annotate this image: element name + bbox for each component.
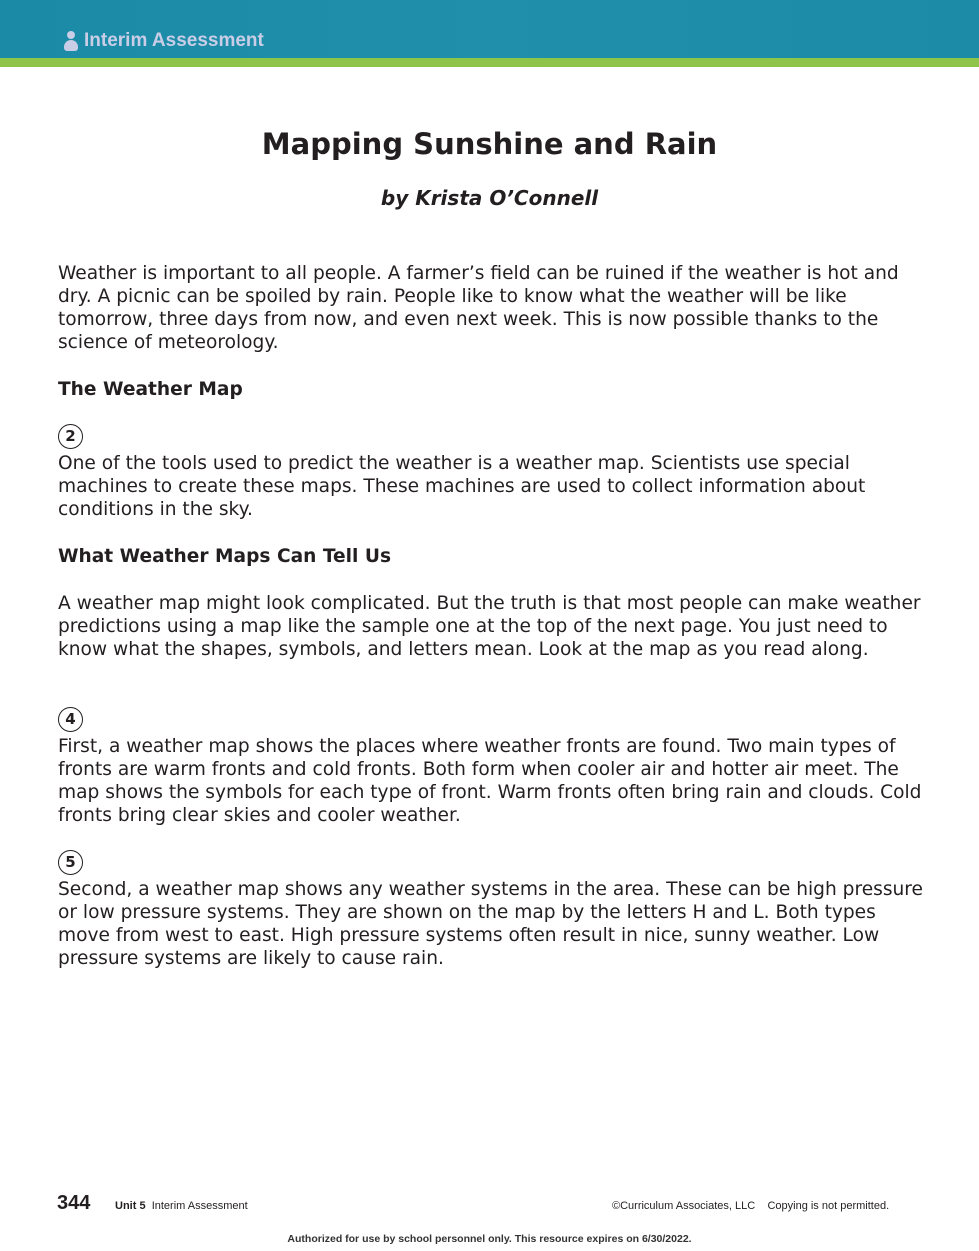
paragraph-5: Second, a weather map shows any weather systems in the area. These can be high pressure or low pressure systems. They are shown on the map by the letters H and L. Both types move from west to east. High pressure systems often result in nice, sunny weather. Low pressure systems are likely to cause rain. xyxy=(58,879,923,969)
header-accent-bar xyxy=(0,58,979,67)
byline: by Krista O’Connell xyxy=(380,186,599,210)
footer-copyright xyxy=(612,1200,889,1212)
header-brand xyxy=(64,30,264,52)
paragraph-2: One of the tools used to predict the weather is a weather map. Scientists use special machines to create these maps. These machines are used to collect information about conditions in the sky. xyxy=(58,453,866,520)
copy-notice: Copying is not permitted. xyxy=(767,1200,890,1212)
page-title: Mapping Sunshine and Rain xyxy=(261,127,718,161)
section-heading-weather-map: The Weather Map xyxy=(58,379,243,400)
paragraph-number-4: 4 xyxy=(58,707,83,732)
page-number: 344 xyxy=(57,1192,91,1214)
section-heading-what-maps-tell: What Weather Maps Can Tell Us xyxy=(58,546,392,567)
footer-unit xyxy=(115,1200,248,1212)
unit-label: Unit 5 xyxy=(115,1200,146,1212)
person-icon xyxy=(64,31,78,51)
brand-label: Interim Assessment xyxy=(84,30,264,51)
paragraph-3: A weather map might look complicated. But the truth is that most people can make weather predictions using a map like the sample one at the top of the next page. You just need to know what the shapes, symbols, and letters mean. Look at the map as you read along. xyxy=(58,593,921,660)
authorization-notice: Authorized for use by school personnel only. This resource expires on 6/30/2022. xyxy=(287,1233,692,1245)
copyright-text: ©Curriculum Associates, LLC xyxy=(612,1200,756,1212)
section-label: Interim Assessment xyxy=(151,1200,248,1212)
paragraph-number-2: 2 xyxy=(58,424,83,449)
paragraph-number-5: 5 xyxy=(58,850,83,875)
paragraph-1: Weather is important to all people. A farmer’s field can be ruined if the weather is hot and dry. A picnic can be spoiled by rain. People like to know what the weather will be like tomorrow, three days from now, and even next week. This is now possible thanks to the science of meteorology. xyxy=(58,263,899,353)
paragraph-4: First, a weather map shows the places where weather fronts are found. Two main types of fronts are warm fronts and cold fronts. Both form when cooler air and hotter air meet. The map shows the symbols for each type of front. Warm fronts often bring rain and clouds. Cold fronts bring clear skies and cooler weather. xyxy=(58,736,922,826)
